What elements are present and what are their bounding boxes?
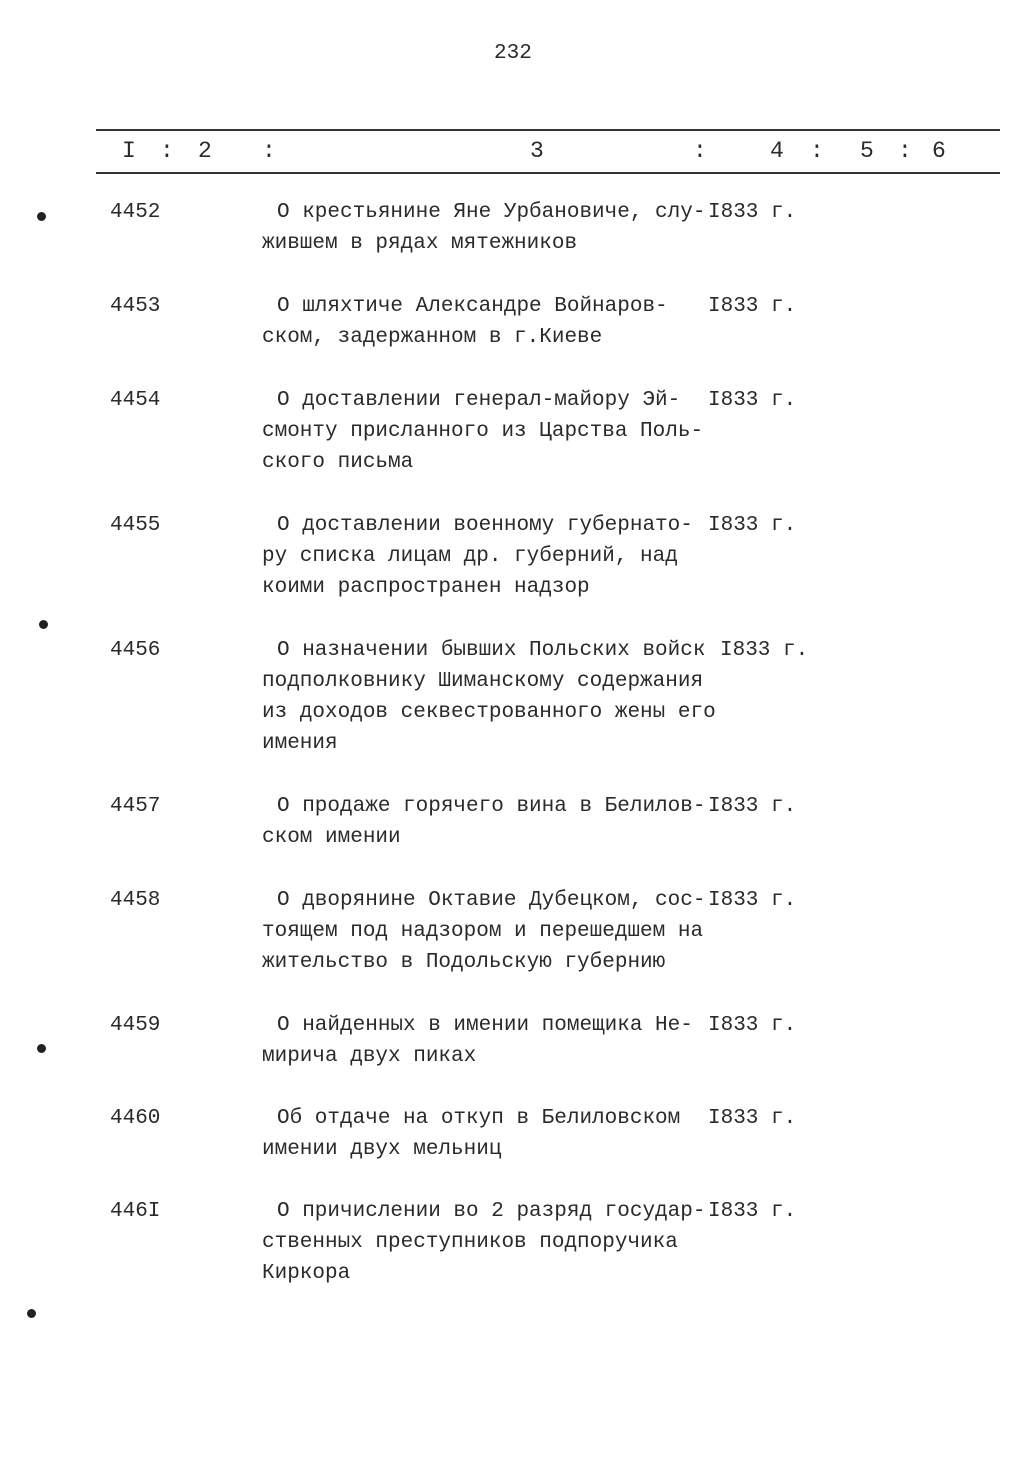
entry-title-line: из доходов секвестрованного жены его (262, 701, 716, 724)
entry-title (262, 197, 705, 259)
entry-year: I833 г. (708, 295, 797, 318)
entry-title-line: О назначении бывших Польских войск (277, 639, 706, 662)
entry-year: I833 г. (708, 514, 797, 537)
entry-year: I833 г. (708, 1014, 797, 1037)
entry-number: 4456 (110, 639, 161, 662)
punch-hole-mark (37, 212, 46, 221)
entry-number: 4455 (110, 514, 161, 537)
header-bottom-rule (96, 172, 1000, 174)
entry-title (262, 1103, 680, 1165)
entry-title (262, 791, 705, 853)
entry-year: I833 г. (708, 889, 797, 912)
col-sep: : (810, 138, 824, 164)
entry-title (262, 510, 693, 603)
entry-year: I833 г. (720, 639, 809, 662)
entry-title-line: О шляхтиче Александре Войнаров- (277, 295, 668, 318)
header-top-rule (96, 129, 1000, 131)
punch-hole-mark (27, 1309, 36, 1318)
entry-year: I833 г. (708, 201, 797, 224)
entry-title-line: Киркора (262, 1262, 351, 1285)
col-6: 6 (932, 138, 946, 164)
entry-title-line: подполковнику Шиманскому содержания (262, 670, 704, 693)
entry-title (262, 291, 668, 353)
col-sep: : (262, 138, 276, 164)
entry-number: 4459 (110, 1014, 161, 1037)
entry-number: 4458 (110, 889, 161, 912)
entry-title-line: имении двух мельниц (262, 1138, 502, 1161)
entry-title-line: ского письма (262, 451, 414, 474)
entry-title-line: О доставлении генерал-майору Эй- (277, 389, 681, 412)
col-5: 5 (860, 138, 874, 164)
entry-title-line: ру списка лицам др. губерний, над (262, 545, 678, 568)
entry-title-line: О найденных в имении помещика Не- (277, 1014, 693, 1037)
entry-title-line: ском имении (262, 826, 401, 849)
punch-hole-mark (37, 1044, 46, 1053)
punch-hole-mark (39, 620, 48, 629)
entry-title-line: ственных преступников подпоручика (262, 1231, 678, 1254)
entry-year: I833 г. (708, 1107, 797, 1130)
entry-title-line: жительство в Подольскую губернию (262, 951, 666, 974)
entry-number: 4460 (110, 1107, 161, 1130)
entry-year: I833 г. (708, 1200, 797, 1223)
entry-number: 4457 (110, 795, 161, 818)
entry-title-line: О продаже горячего вина в Белилов- (277, 795, 706, 818)
entry-title-line: О доставлении военному губернато- (277, 514, 693, 537)
entry-title-line: жившем в рядах мятежников (262, 232, 578, 255)
entry-title-line: О дворянине Октавие Дубецком, сос- (277, 889, 706, 912)
entry-title-line: тоящем под надзором и перешедшем на (262, 920, 704, 943)
entry-title-line: смонту присланного из Царства Поль- (262, 420, 704, 443)
col-sep: : (898, 138, 912, 164)
col-3: 3 (530, 138, 544, 164)
entry-title-line: О крестьянине Яне Урбановиче, слу- (277, 201, 706, 224)
entry-number: 4454 (110, 389, 161, 412)
entry-title (262, 385, 703, 478)
col-4: 4 (770, 138, 784, 164)
entry-title-line: мирича двух пиках (262, 1045, 477, 1068)
entry-title-line: О причислении во 2 разряд государ- (277, 1200, 706, 1223)
entry-title-line: ском, задержанном в г.Киеве (262, 326, 603, 349)
entry-title (262, 885, 705, 978)
entry-title-line: Об отдаче на откуп в Белиловском (277, 1107, 681, 1130)
col-2: 2 (198, 138, 212, 164)
entry-number: 4452 (110, 201, 161, 224)
entry-year: I833 г. (708, 795, 797, 818)
entry-number: 4453 (110, 295, 161, 318)
entry-title (262, 1196, 705, 1289)
entry-number: 446I (110, 1200, 161, 1223)
page-number: 232 (494, 42, 532, 65)
entry-title (262, 635, 716, 759)
col-1: I (122, 138, 136, 164)
col-sep: : (693, 138, 707, 164)
entry-title (262, 1010, 693, 1072)
entry-title-line: имения (262, 732, 338, 755)
entry-title-line: коими распространен надзор (262, 576, 590, 599)
col-sep: : (160, 138, 174, 164)
entry-year: I833 г. (708, 389, 797, 412)
